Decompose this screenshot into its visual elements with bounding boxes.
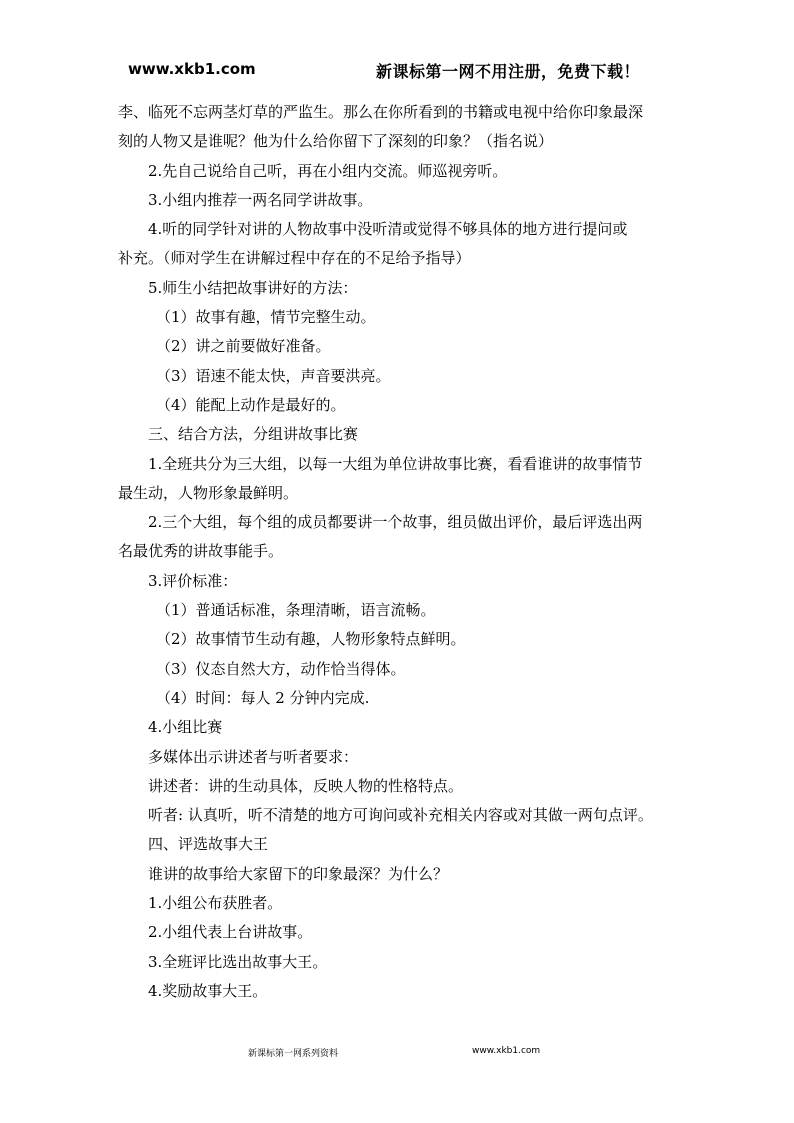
list-item: 2.三个大组，每个组的成员都要讲一个故事，组员做出评价，最后评选出两 (148, 513, 643, 532)
header-slogan: 新课标第一网不用注册，免费下载！ (376, 62, 641, 81)
paragraph-line: 李、临死不忘两茎灯草的严监生。那么在你所看到的书籍或电视中给你印象最深 (118, 103, 644, 121)
sub-list-item: （2）讲之前要做好准备。 (156, 337, 331, 356)
list-item: 4.听的同学针对讲的人物故事中没听清或觉得不够具体的地方进行提问或 (148, 220, 628, 239)
header-site-url: www.xkb1.com (128, 60, 256, 78)
paragraph-line: 最生动，人物形象最鲜明。 (118, 483, 299, 502)
paragraph-line: 谁讲的故事给大家留下的印象最深？为什么？ (148, 864, 449, 883)
document-body (118, 98, 683, 1006)
list-item: 3.全班评比选出故事大王。 (148, 952, 328, 971)
footer-label: 新课标第一网系列资料 (248, 1049, 339, 1059)
list-item: 4.小组比赛 (148, 718, 223, 737)
list-item: 3.小组内推荐一两名同学讲故事。 (148, 190, 373, 209)
sub-list-item: （3）语速不能太快，声音要洪亮。 (156, 366, 391, 385)
list-item: 2.先自己说给自己听，再在小组内交流。师巡视旁听。 (148, 161, 508, 180)
paragraph-line: 刻的人物又是谁呢？他为什么给你留下了深刻的印象？（指名说） (118, 132, 554, 151)
list-item: 5.师生小结把故事讲好的方法： (148, 278, 358, 297)
list-item: 1.全班共分为三大组，以每一大组为单位讲故事比赛，看看谁讲的故事情节 (148, 454, 643, 473)
sub-list-item: （4）时间：每人 2 分钟内完成. (156, 688, 370, 707)
sub-list-item: （1）故事有趣，情节完整生动。 (156, 308, 376, 327)
paragraph-line: 多媒体出示讲述者与听者要求： (148, 747, 359, 766)
paragraph-line: 补充。（师对学生在讲解过程中存在的不足给予指导） (118, 249, 471, 268)
list-item: 3.评价标准： (148, 571, 238, 590)
paragraph-line: 讲述者：讲的生动具体，反映人物的性格特点。 (148, 776, 464, 795)
list-item: 2.小组代表上台讲故事。 (148, 923, 313, 942)
list-item: 1.小组公布获胜者。 (148, 894, 283, 913)
sub-list-item: （3）仪态自然大方，动作恰当得体。 (156, 659, 406, 678)
sub-list-item: （1）普通话标准，条理清晰，语言流畅。 (156, 601, 436, 620)
section-heading: 三、结合方法，分组讲故事比赛 (148, 425, 359, 444)
paragraph-line: 听者: 认真听，听不清楚的地方可询问或补充相关内容或对其做一两句点评。 (148, 806, 653, 825)
paragraph-line: 名最优秀的讲故事能手。 (118, 542, 284, 561)
sub-list-item: （2）故事情节生动有趣，人物形象特点鲜明。 (156, 630, 466, 649)
footer-site-url: www.xkb1.com (472, 1046, 541, 1056)
section-heading: 四、评选故事大王 (148, 835, 269, 854)
list-item: 4.奖励故事大王。 (148, 981, 268, 1000)
sub-list-item: （4）能配上动作是最好的。 (156, 395, 346, 414)
